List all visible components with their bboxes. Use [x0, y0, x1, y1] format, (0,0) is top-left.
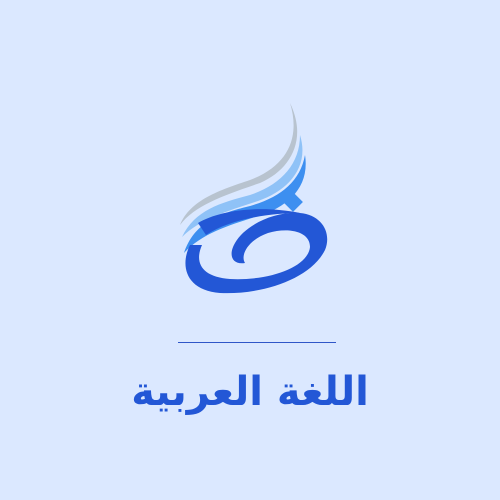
divider-line [178, 342, 336, 343]
brand-title: اللغة العربية [131, 369, 369, 415]
calligraphy-logo [150, 95, 350, 305]
